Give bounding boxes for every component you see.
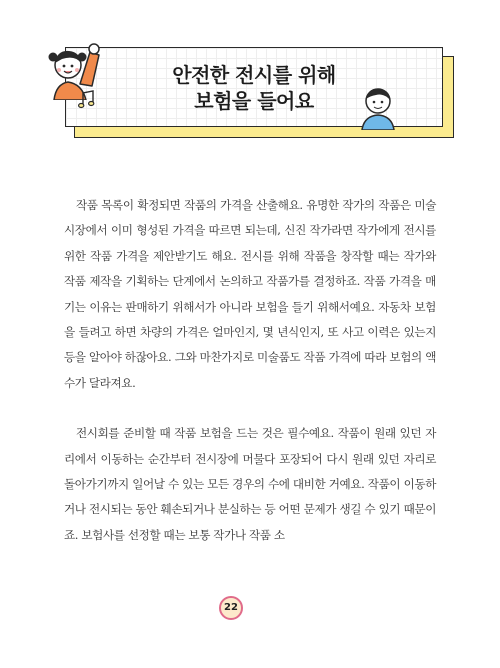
boy-illustration xyxy=(358,86,398,130)
paragraph: 전시회를 준비할 때 작품 보험을 드는 것은 필수예요. 작품이 원래 있던 자리에서 이동하는 순간부터 전시장에 머물다 포장되어 다시 원래 있던 자리로 돌아가기까지 일어날 수 있는 모든 경우의 수에 대비한 거예요. 작품이 이동하거나 전시되는 동안 훼손되거나 분실하는 등 어떤 문제가 생길 수 있기 때문이죠. 보험사를 선정할 때는 보통 작가나 작품 소 xyxy=(64,426,436,542)
title-line-1: 안전한 전시를 위해 xyxy=(172,63,336,87)
paragraph: 작품 목록이 확정되면 작품의 가격을 산출해요. 유명한 작가의 작품은 미술시장에서 이미 형성된 가격을 따르면 되는데, 신진 작가라면 작가에게 전시를 위한 작품 가격을 제안받기도 해요. 전시를 위해 작품을 창작할 때는 작가와 작품 제작을 기획하는 단계에서 논의하고 작품가를 결정하죠. 작품 가격을 매기는 이유는 판매하기 위해서가 아니라 보험을 들기 위해서예요. 자동차 보험을 들려고 하면 차량의 가격은 얼마인지, 몇 년식인지, 또 사고 이력은 있는지 등을 알아야 하잖아요. 그와 마찬가지로 미술품도 작품 가격에 따라 보험의 액수가 달라져요. xyxy=(64,198,436,390)
title-line-2: 보험을 들어요 xyxy=(194,89,314,113)
music-note-icon xyxy=(78,89,96,109)
girl-waving-illustration xyxy=(40,40,110,100)
page-number-badge: 22 xyxy=(219,596,243,620)
chapter-header xyxy=(0,0,500,150)
body-text xyxy=(64,193,436,548)
